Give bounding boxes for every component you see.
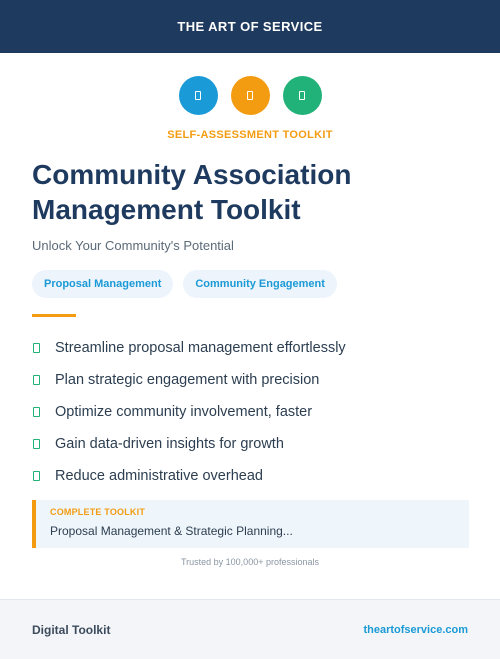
feature-text: Plan strategic engagement with precision [55,372,320,388]
top-banner [0,0,500,53]
toolkit-kicker: SELF-ASSESSMENT TOOLKIT [167,129,333,141]
document-icon [231,76,270,115]
callout-text: Proposal Management & Strategic Planning... [50,524,293,538]
feature-text: Streamline proposal management effortlessly [55,340,346,356]
check-icon [33,375,40,385]
tag-community-engagement: Community Engagement [183,270,337,298]
website-link[interactable]: theartofservice.com [363,623,468,636]
subtitle: Unlock Your Community's Potential [32,238,234,253]
feature-item [32,396,346,428]
footer [0,599,500,659]
feature-text: Optimize community involvement, faster [55,404,313,420]
accent-divider [32,314,76,317]
callout-label: COMPLETE TOOLKIT [50,507,146,517]
feature-item [32,364,346,396]
document-icon [179,76,218,115]
check-icon [33,407,40,417]
check-icon [33,471,40,481]
feature-text: Reduce administrative overhead [55,468,263,484]
page-title [32,157,472,227]
complete-toolkit-callout [32,500,469,548]
tag-proposal-management: Proposal Management [32,270,173,298]
title-line-1: Community Association [32,159,352,190]
footer-label: Digital Toolkit [32,622,111,637]
trusted-note: Trusted by 100,000+ professionals [180,557,319,567]
feature-item [32,460,346,492]
document-icon [283,76,322,115]
feature-list [32,332,346,492]
title-line-2: Management Toolkit [32,194,301,225]
check-icon [33,343,40,353]
icon-row [0,76,500,115]
feature-item [32,428,346,460]
check-icon [33,439,40,449]
brand-title: THE ART OF SERVICE [177,19,323,34]
feature-text: Gain data-driven insights for growth [55,436,284,452]
tag-list [32,270,337,298]
feature-item [32,332,346,364]
